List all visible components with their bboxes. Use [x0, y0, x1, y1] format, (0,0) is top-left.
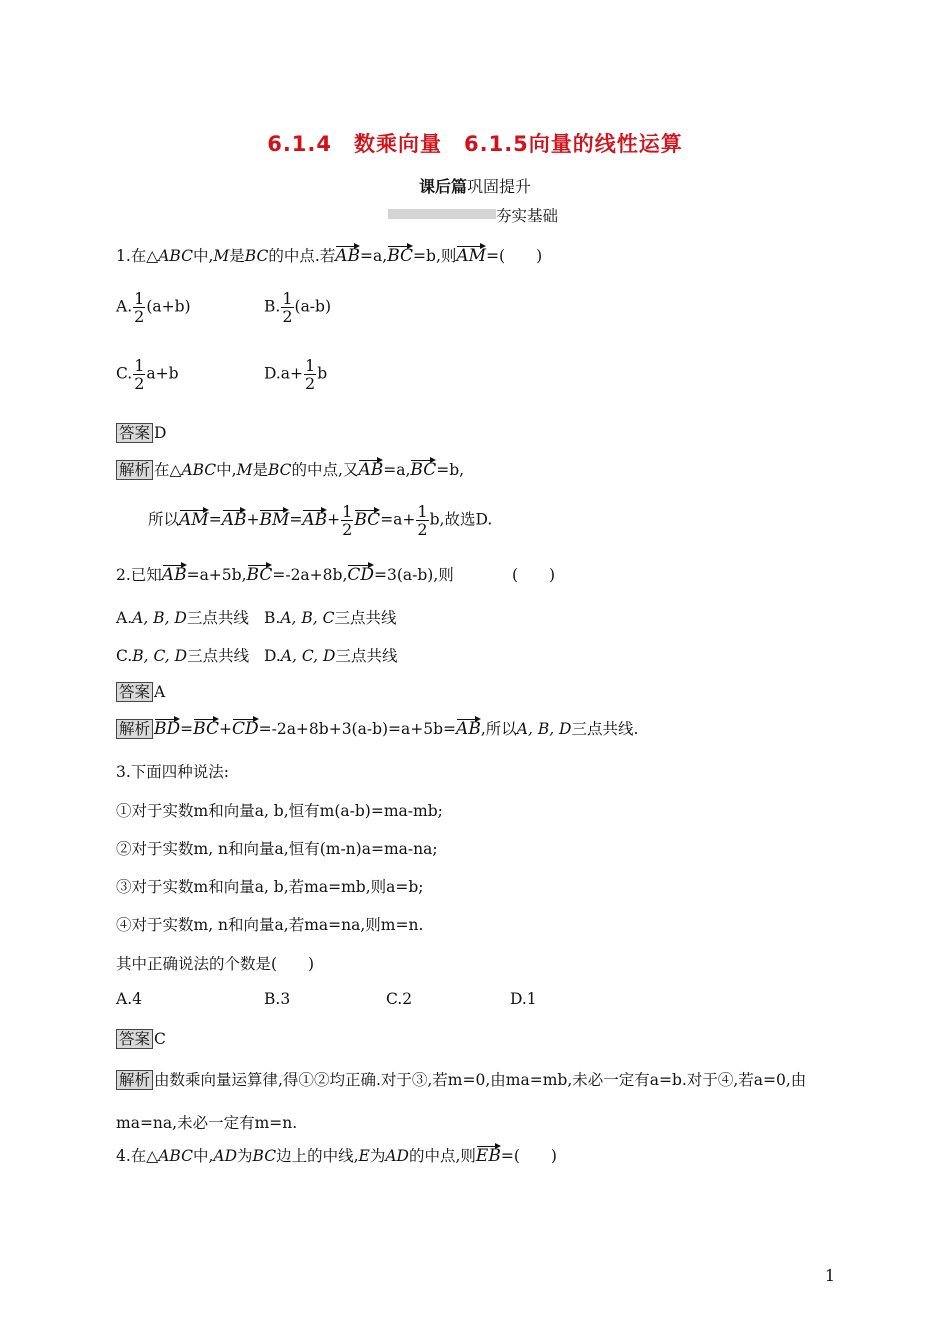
q3-stem: 3.下面四种说法: — [116, 763, 230, 781]
text: D. — [264, 647, 281, 665]
text: + — [218, 720, 232, 738]
q3-statement-1: ①对于实数m和向量a, b,恒有m(a-b)=ma-mb; — [116, 802, 443, 820]
text: (a+b) — [146, 297, 191, 316]
text: 三点共线 — [186, 609, 249, 627]
text: 的中点,又 — [291, 461, 359, 479]
text: A. — [116, 297, 133, 316]
section-subtitle — [0, 174, 950, 197]
denominator: 2 — [417, 520, 428, 539]
q4-stem — [116, 1144, 557, 1166]
q3-option-b: B.3 — [264, 990, 291, 1008]
denominator: 2 — [134, 374, 145, 393]
denominator: 2 — [282, 307, 293, 326]
text: 中, — [216, 461, 237, 479]
text: 为 — [369, 1147, 386, 1165]
text: a+b — [146, 364, 179, 383]
q1-answer — [116, 423, 166, 443]
text: =-2a+8b+3(a-b)=a+5b= — [258, 720, 457, 738]
fraction-half — [133, 290, 145, 325]
vector-cd: CD — [231, 719, 259, 739]
text: M — [213, 247, 230, 265]
q1-analysis-line2 — [148, 503, 492, 538]
text: 1.在△ — [116, 247, 159, 265]
text: = — [180, 720, 194, 738]
text: 由数乘向量运算律,得①②均正确.对于③,若m=0,由ma=mb,未必一定有a=b.对于④,若a=0,由 — [154, 1071, 807, 1089]
q2-option-d — [264, 644, 397, 666]
text: + — [246, 510, 260, 529]
numerator: 1 — [417, 502, 428, 521]
text: A, B, D — [132, 609, 187, 627]
text: ,所以 — [480, 720, 517, 738]
text: 三点共线. — [571, 720, 639, 738]
q3-statement-2: ②对于实数m, n和向量a,恒有(m-n)a=ma-na; — [116, 840, 438, 858]
q2-stem — [116, 563, 454, 585]
q1-option-a — [116, 290, 191, 325]
q3-analysis-line1 — [116, 1068, 806, 1090]
text: A, B, C — [280, 609, 335, 627]
text: 中, — [192, 247, 214, 265]
text: AD — [213, 1147, 238, 1165]
q3-answer — [116, 1029, 166, 1049]
text: 为 — [237, 1147, 253, 1165]
text: BC — [244, 247, 269, 265]
q3-statement-4: ④对于实数m, n和向量a,若ma=na,则m=n. — [116, 916, 424, 934]
text: =-2a+8b, — [272, 566, 348, 584]
q1-stem — [116, 244, 542, 266]
vector-ab: AB — [358, 460, 384, 480]
text: =3(a-b),则 — [374, 566, 454, 584]
section-banner-label: 夯实基础 — [496, 207, 559, 225]
answer-tag: 答案 — [116, 1029, 153, 1049]
fraction-half — [304, 357, 316, 392]
q3-option-c: C.2 — [386, 990, 413, 1008]
fraction-half — [133, 357, 145, 392]
text: =b,则 — [413, 247, 457, 265]
text: M — [236, 461, 253, 479]
text: B. — [264, 297, 281, 316]
text: C. — [116, 647, 133, 665]
text: 在△ — [154, 461, 182, 479]
text: A, B, D — [516, 720, 572, 738]
q1-option-b — [264, 290, 331, 325]
text: C. — [116, 364, 133, 383]
q1-option-c — [116, 357, 179, 392]
analysis-tag: 解析 — [116, 719, 153, 739]
text: (a-b) — [294, 297, 332, 316]
text: =a, — [360, 247, 388, 265]
text: 2.已知 — [116, 566, 162, 584]
numerator: 1 — [342, 502, 353, 521]
subtitle-rest: 巩固提升 — [467, 177, 532, 196]
text: 是 — [252, 461, 268, 479]
vector-bc: BC — [193, 719, 219, 739]
vector-ab: AB — [221, 509, 247, 530]
vector-ab: AB — [456, 719, 481, 739]
text: =( ) — [486, 247, 543, 265]
answer-tag: 答案 — [116, 423, 153, 443]
vector-bc: BC — [387, 246, 414, 266]
text: 是 — [229, 247, 245, 265]
text: BC — [268, 461, 292, 479]
q2-analysis — [116, 717, 638, 739]
text: 三点共线 — [334, 609, 397, 627]
vector-cd: CD — [347, 565, 375, 585]
vector-ab: AB — [335, 246, 361, 266]
text: ABC — [181, 461, 217, 479]
vector-bm: BM — [259, 509, 290, 530]
text: 中, — [192, 1147, 214, 1165]
vector-bc: BC — [410, 460, 437, 480]
denominator: 2 — [305, 374, 316, 393]
vector-ab: AB — [161, 565, 187, 585]
answer-value: C — [154, 1030, 166, 1048]
denominator: 2 — [342, 520, 353, 539]
text: b — [317, 364, 328, 383]
text: 所以 — [148, 510, 180, 529]
numerator: 1 — [305, 356, 316, 375]
numerator: 1 — [282, 289, 293, 308]
page-number: 1 — [824, 1266, 835, 1285]
vector-am: AM — [179, 509, 209, 530]
text: 4.在△ — [116, 1147, 159, 1165]
text: B, C, D — [132, 647, 188, 665]
text: E — [358, 1147, 370, 1165]
text: =( ) — [500, 1147, 557, 1165]
q3-statement-3: ③对于实数m和向量a, b,若ma=mb,则a=b; — [116, 878, 424, 896]
text: + — [327, 510, 341, 529]
q3-option-d: D.1 — [510, 990, 537, 1008]
numerator: 1 — [134, 356, 145, 375]
text: B. — [264, 609, 281, 627]
analysis-tag: 解析 — [116, 460, 153, 480]
text: A. — [116, 609, 133, 627]
text: 三点共线 — [187, 647, 250, 665]
text: =a+5b, — [186, 566, 247, 584]
vector-eb: EB — [475, 1146, 501, 1166]
text: 边上的中线, — [276, 1147, 359, 1165]
fraction-half — [416, 503, 428, 538]
text: = — [289, 510, 303, 529]
text: =a, — [383, 461, 411, 479]
q2-answer — [116, 682, 165, 702]
vector-ab: AB — [302, 509, 328, 530]
vector-bc: BC — [354, 509, 381, 530]
page-title: 6.1.4 数乘向量 6.1.5向量的线性运算 — [267, 132, 683, 156]
text: A, C, D — [280, 647, 336, 665]
vector-bc: BC — [246, 565, 273, 585]
text: ABC — [158, 247, 193, 265]
q2-paren: ( ) — [512, 566, 556, 584]
text: AD — [385, 1147, 409, 1165]
numerator: 1 — [134, 289, 145, 308]
analysis-tag: 解析 — [116, 1070, 153, 1090]
vector-bd: BD — [154, 719, 181, 739]
q2-option-b — [264, 606, 397, 628]
text: ABC — [158, 1147, 193, 1165]
text: =b, — [436, 461, 465, 479]
answer-value: D — [154, 424, 167, 442]
text: D.a+ — [264, 364, 304, 383]
subtitle-bold: 课后篇 — [418, 177, 467, 196]
q3-option-a: A.4 — [116, 990, 142, 1008]
q3-analysis-line2: ma=na,未必一定有m=n. — [116, 1114, 298, 1132]
text: 的中点.若 — [268, 247, 336, 265]
q1-analysis-line1 — [116, 458, 464, 480]
q3-ask: 其中正确说法的个数是( ) — [116, 955, 315, 973]
text: 三点共线 — [335, 647, 398, 665]
fraction-half — [341, 503, 353, 538]
fraction-half — [281, 290, 293, 325]
q1-option-d — [264, 357, 327, 392]
vector-am: AM — [456, 246, 487, 266]
denominator: 2 — [134, 307, 145, 326]
section-banner-bar — [388, 209, 496, 219]
q2-option-c — [116, 644, 249, 666]
text: = — [208, 510, 222, 529]
text: b,故选D. — [429, 510, 493, 529]
text: BC — [252, 1147, 277, 1165]
q2-option-a — [116, 606, 249, 628]
text: 的中点,则 — [408, 1147, 476, 1165]
answer-tag: 答案 — [116, 682, 153, 702]
text: =a+ — [380, 510, 416, 529]
answer-value: A — [154, 683, 166, 701]
